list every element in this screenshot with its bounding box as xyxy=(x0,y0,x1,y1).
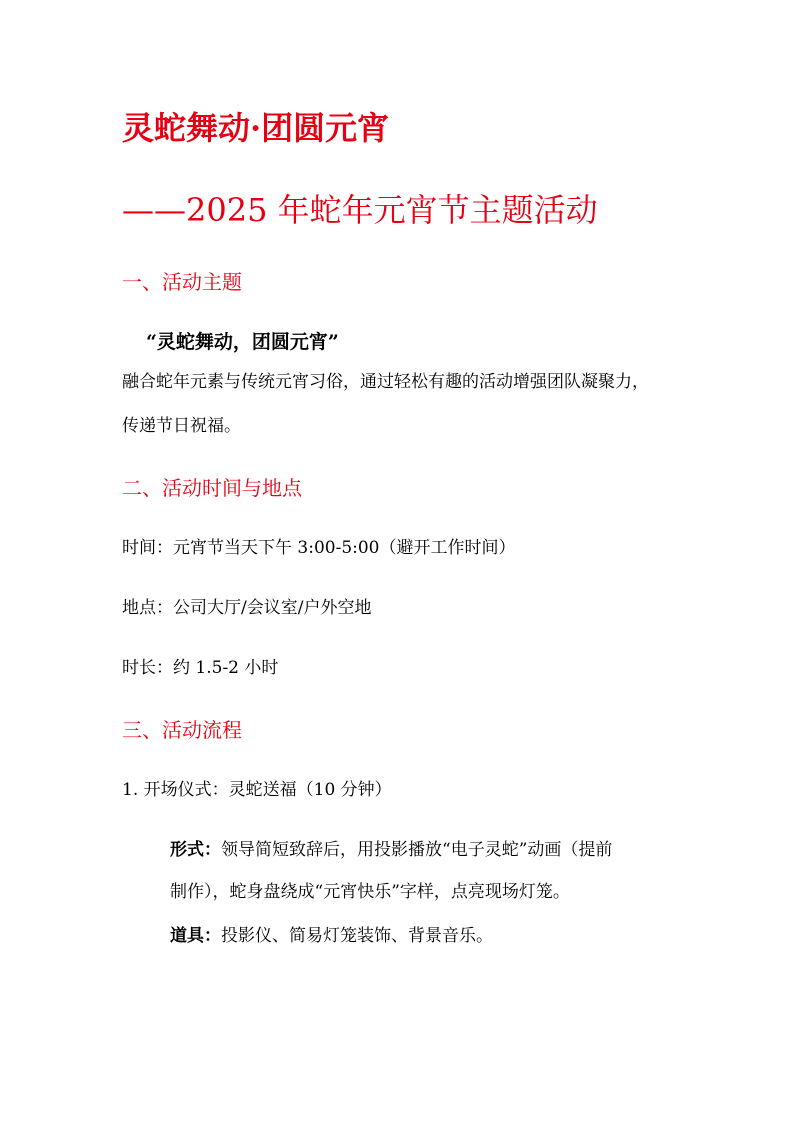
form-label: 形式： xyxy=(170,840,221,860)
event-time: 时间：元宵节当天下午 3:00-5:00（避开工作时间） xyxy=(122,538,516,558)
flow-item-1-props xyxy=(170,924,493,948)
props-label: 道具： xyxy=(170,926,221,946)
props-text: 投影仪、简易灯笼装饰、背景音乐。 xyxy=(221,926,493,946)
theme-body-line-1: 融合蛇年元素与传统元宵习俗，通过轻松有趣的活动增强团队凝聚力， xyxy=(122,372,649,392)
section-3-heading: 三、活动流程 xyxy=(122,718,242,742)
flow-item-1-form-line-2: 制作），蛇身盘绕成“元宵快乐”字样，点亮现场灯笼。 xyxy=(170,882,570,902)
event-place: 地点：公司大厅/会议室/户外空地 xyxy=(122,598,372,618)
title-line-2: ——2025 年蛇年元宵节主题活动 xyxy=(122,191,598,229)
flow-item-1-form-line-1 xyxy=(170,838,612,862)
title-line-1: 灵蛇舞动·团圆元宵 xyxy=(122,109,390,147)
theme-body-line-2: 传递节日祝福。 xyxy=(122,416,241,436)
theme-quote: “灵蛇舞动，团圆元宵” xyxy=(146,331,339,353)
section-2-heading: 二、活动时间与地点 xyxy=(122,476,302,500)
event-duration: 时长：约 1.5-2 小时 xyxy=(122,658,279,678)
form-text-line-1: 领导简短致辞后，用投影播放“电子灵蛇”动画（提前 xyxy=(221,840,613,860)
section-1-heading: 一、活动主题 xyxy=(122,270,242,294)
flow-item-1-title: 1. 开场仪式：灵蛇送福（10 分钟） xyxy=(122,780,392,800)
